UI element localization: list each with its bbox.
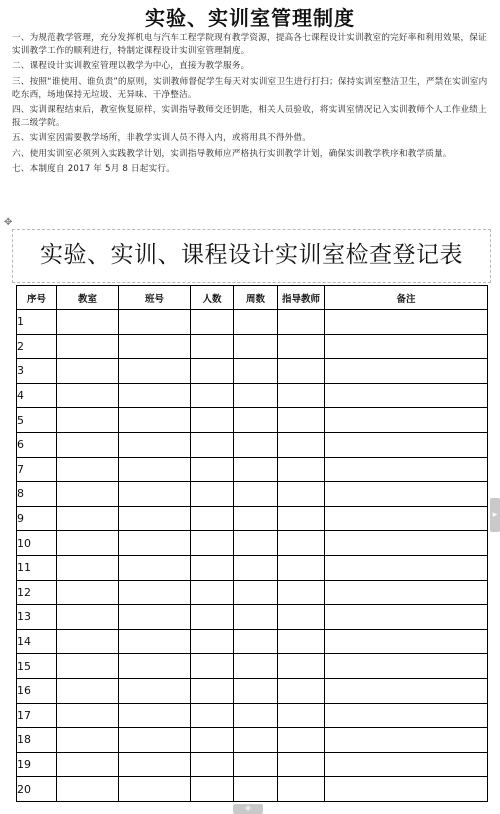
table-row [17,408,488,433]
table-row [17,506,488,531]
row-number: 3 [17,359,57,384]
cell-remarks[interactable] [325,654,488,679]
cell-classroom[interactable] [57,334,119,359]
cell-classroom[interactable] [57,629,119,654]
table-row [17,334,488,359]
cell-classroom[interactable] [57,703,119,728]
rule-5: 五、实训室因需要教学场所，非教学实训人员不得入内，或将用具不得外借。 [12,133,311,144]
row-number: 15 [17,654,57,679]
cell-classroom[interactable] [57,432,119,457]
table-row [17,359,488,384]
cell-weeks[interactable] [234,752,278,777]
row-number: 10 [17,531,57,556]
cell-class-number[interactable] [119,777,191,802]
cell-weeks[interactable] [234,555,278,580]
plus-icon[interactable]: + [233,804,263,814]
table-row [17,777,488,802]
cell-weeks[interactable] [234,678,278,703]
table-row [17,482,488,507]
cell-classroom[interactable] [57,555,119,580]
cell-class-number[interactable] [119,457,191,482]
cell-instructor[interactable] [278,531,325,556]
rule-4: 四、实训课程结束后，教室恢复原样，实训指导教师交还钥匙，相关人员验收，将实训室情况记入实训教师个人工作业绩上报二级学院。 [12,105,487,129]
table-row [17,310,488,335]
cell-headcount[interactable] [191,703,234,728]
cell-class-number[interactable] [119,334,191,359]
cell-weeks[interactable] [234,408,278,433]
row-number: 17 [17,703,57,728]
cell-headcount[interactable] [191,728,234,753]
cell-classroom[interactable] [57,408,119,433]
col-header-headcount: 人数 [191,286,234,310]
cell-remarks[interactable] [325,457,488,482]
cell-headcount[interactable] [191,605,234,630]
col-header-classroom: 教室 [57,286,119,310]
cell-weeks[interactable] [234,506,278,531]
cell-weeks[interactable] [234,703,278,728]
row-number: 9 [17,506,57,531]
cell-remarks[interactable] [325,531,488,556]
cell-remarks[interactable] [325,629,488,654]
cell-headcount[interactable] [191,531,234,556]
cell-weeks[interactable] [234,605,278,630]
cell-weeks[interactable] [234,432,278,457]
cell-classroom[interactable] [57,310,119,335]
cell-classroom[interactable] [57,752,119,777]
cell-classroom[interactable] [57,457,119,482]
cell-headcount[interactable] [191,580,234,605]
cell-classroom[interactable] [57,482,119,507]
rule-2: 二、课程设计实训教室管理以教学为中心，直接为教学服务。 [12,61,250,72]
row-number: 8 [17,482,57,507]
cell-weeks[interactable] [234,654,278,679]
col-header-weeks: 周数 [234,286,278,310]
row-number: 16 [17,678,57,703]
table-row [17,728,488,753]
table-header-row [17,286,488,310]
row-number: 18 [17,728,57,753]
cell-instructor[interactable] [278,605,325,630]
cell-classroom[interactable] [57,359,119,384]
cell-headcount[interactable] [191,310,234,335]
col-header-class-number: 班号 [119,286,191,310]
cell-remarks[interactable] [325,728,488,753]
cell-headcount[interactable] [191,752,234,777]
cell-class-number[interactable] [119,506,191,531]
cell-weeks[interactable] [234,334,278,359]
cell-instructor[interactable] [278,629,325,654]
cell-headcount[interactable] [191,383,234,408]
table-row [17,703,488,728]
cell-headcount[interactable] [191,359,234,384]
cell-headcount[interactable] [191,408,234,433]
cell-instructor[interactable] [278,408,325,433]
cell-instructor[interactable] [278,580,325,605]
cell-weeks[interactable] [234,457,278,482]
cell-instructor[interactable] [278,752,325,777]
cell-class-number[interactable] [119,383,191,408]
table-row [17,629,488,654]
rules-list [12,32,490,178]
row-number: 11 [17,555,57,580]
table-row [17,678,488,703]
row-number: 1 [17,310,57,335]
row-number: 7 [17,457,57,482]
cell-instructor[interactable] [278,432,325,457]
cell-classroom[interactable] [57,605,119,630]
cell-remarks[interactable] [325,482,488,507]
table-row [17,383,488,408]
cell-class-number[interactable] [119,580,191,605]
cell-classroom[interactable] [57,506,119,531]
cell-instructor[interactable] [278,728,325,753]
cell-class-number[interactable] [119,408,191,433]
cell-classroom[interactable] [57,728,119,753]
cell-weeks[interactable] [234,728,278,753]
row-number: 14 [17,629,57,654]
cell-remarks[interactable] [325,580,488,605]
col-header-instructor: 指导教师 [278,286,325,310]
cell-remarks[interactable] [325,383,488,408]
cell-instructor[interactable] [278,482,325,507]
cell-remarks[interactable] [325,432,488,457]
cell-instructor[interactable] [278,359,325,384]
cell-remarks[interactable] [325,752,488,777]
cell-remarks[interactable] [325,605,488,630]
table-row [17,457,488,482]
cell-instructor[interactable] [278,777,325,802]
row-number: 6 [17,432,57,457]
row-number: 2 [17,334,57,359]
row-number: 12 [17,580,57,605]
chevron-right-icon[interactable]: ▸ [490,498,500,532]
cell-weeks[interactable] [234,580,278,605]
table-row [17,580,488,605]
row-number: 20 [17,777,57,802]
rule-3: 三、按照“谁使用、谁负责”的原则，实训教师督促学生每天对实训室卫生进行打扫；保持实训室整洁卫生，严禁在实训室内吃东西，场地保持无垃圾、无异味、干净整洁。 [12,76,488,100]
row-number: 4 [17,383,57,408]
cell-headcount[interactable] [191,654,234,679]
col-header-remarks: 备注 [325,286,488,310]
cell-class-number[interactable] [119,531,191,556]
inspection-table[interactable] [16,285,488,802]
cell-weeks[interactable] [234,531,278,556]
cell-weeks[interactable] [234,359,278,384]
cell-class-number[interactable] [119,654,191,679]
cell-class-number[interactable] [119,432,191,457]
cell-weeks[interactable] [234,777,278,802]
cell-remarks[interactable] [325,334,488,359]
form-title: 实验、实训、课程设计实训室检查登记表 [40,242,463,268]
cell-headcount[interactable] [191,334,234,359]
cell-class-number[interactable] [119,629,191,654]
cell-instructor[interactable] [278,654,325,679]
cell-class-number[interactable] [119,728,191,753]
cell-class-number[interactable] [119,703,191,728]
cell-weeks[interactable] [234,310,278,335]
cell-remarks[interactable] [325,555,488,580]
cell-instructor[interactable] [278,457,325,482]
cell-instructor[interactable] [278,555,325,580]
table-row [17,654,488,679]
cell-classroom[interactable] [57,383,119,408]
cell-weeks[interactable] [234,629,278,654]
cell-headcount[interactable] [191,506,234,531]
cell-headcount[interactable] [191,678,234,703]
cell-class-number[interactable] [119,359,191,384]
cell-classroom[interactable] [57,678,119,703]
cell-instructor[interactable] [278,310,325,335]
cell-remarks[interactable] [325,408,488,433]
document-title: 实验、实训室管理制度 [145,6,355,30]
cell-class-number[interactable] [119,482,191,507]
rule-6: 六、使用实训室必须列入实践教学计划，实训指导教师应严格执行实训教学计划，确保实训教学秩序和教学质量。 [12,148,452,159]
cell-remarks[interactable] [325,703,488,728]
cell-instructor[interactable] [278,383,325,408]
cell-classroom[interactable] [57,654,119,679]
cell-headcount[interactable] [191,629,234,654]
rule-1: 一、为规范教学管理，充分发挥机电与汽车工程学院现有教学资源，提高各七课程设计实训教室的完好率和利用效果，保证实训教学工作的顺利进行，特制定课程设计实训室管理制度。 [12,33,487,57]
col-header-index: 序号 [17,286,57,310]
cell-remarks[interactable] [325,310,488,335]
table-row [17,605,488,630]
cell-class-number[interactable] [119,752,191,777]
cell-headcount[interactable] [191,555,234,580]
cell-class-number[interactable] [119,678,191,703]
row-number: 13 [17,605,57,630]
row-number: 5 [17,408,57,433]
table-row [17,531,488,556]
cell-class-number[interactable] [119,310,191,335]
cell-classroom[interactable] [57,777,119,802]
table-row [17,752,488,777]
cell-weeks[interactable] [234,383,278,408]
table-row [17,555,488,580]
cell-remarks[interactable] [325,506,488,531]
cell-classroom[interactable] [57,531,119,556]
row-number: 19 [17,752,57,777]
cell-headcount[interactable] [191,432,234,457]
cell-remarks[interactable] [325,359,488,384]
cell-remarks[interactable] [325,678,488,703]
cell-class-number[interactable] [119,605,191,630]
cell-weeks[interactable] [234,482,278,507]
cell-headcount[interactable] [191,482,234,507]
move-handle-icon[interactable]: ✥ [4,217,13,228]
table-row [17,432,488,457]
cell-instructor[interactable] [278,703,325,728]
cell-headcount[interactable] [191,457,234,482]
cell-headcount[interactable] [191,777,234,802]
cell-remarks[interactable] [325,777,488,802]
cell-class-number[interactable] [119,555,191,580]
cell-instructor[interactable] [278,334,325,359]
rule-7: 七、本制度自 2017 年 5月 8 日起实行。 [12,163,175,174]
cell-classroom[interactable] [57,580,119,605]
cell-instructor[interactable] [278,506,325,531]
cell-instructor[interactable] [278,678,325,703]
